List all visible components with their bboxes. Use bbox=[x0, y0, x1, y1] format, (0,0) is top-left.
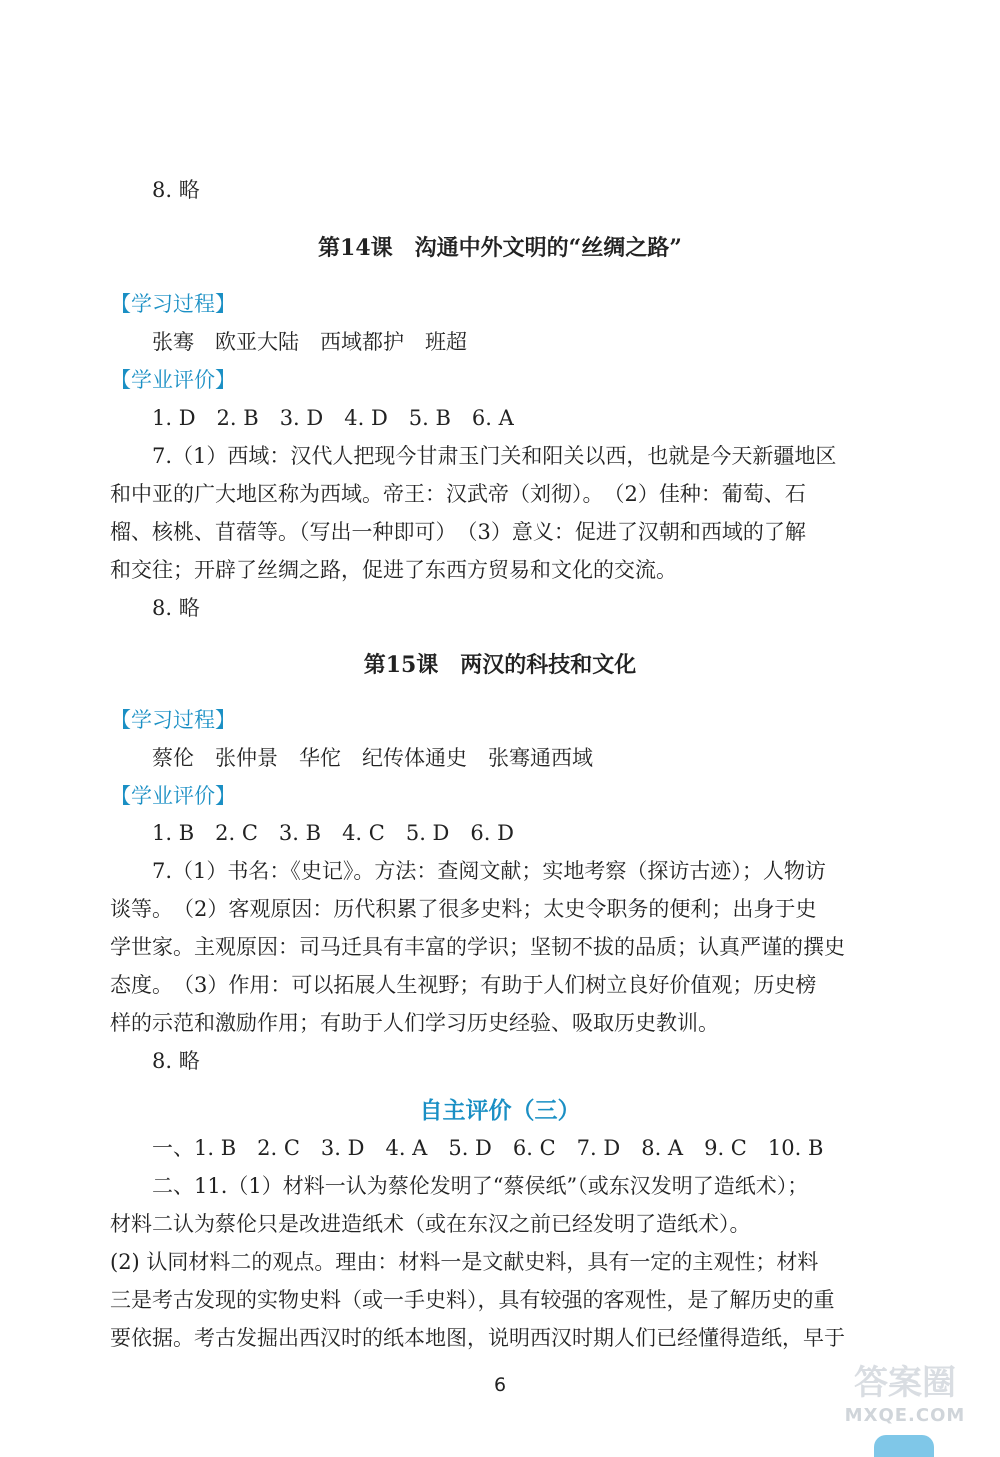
review3-part2-line: 二、11.（1）材料一认为蔡伦发明了“蔡侯纸”（或东汉发明了造纸术）； bbox=[152, 1174, 809, 1198]
watermark-url: MXQE.COM bbox=[844, 1405, 966, 1426]
lesson15-q7-line: 态度。 （3）作用：可以拓展人生视野；有助于人们树立良好价值观；历史榜 bbox=[110, 973, 817, 997]
lesson15-q7-line: 谈等。 （2）客观原因：历代积累了很多史料；太史令职务的便利；出身于史 bbox=[110, 897, 817, 921]
lesson14-title: 第14课 沟通中外文明的“丝绸之路” bbox=[318, 235, 682, 261]
answer-item-8-top: 8. 略 bbox=[152, 178, 200, 202]
lesson14-q8: 8. 略 bbox=[152, 596, 200, 620]
review3-part2-line: (2) 认同材料二的观点。理由：材料一是文献史料，具有一定的主观性；材料 bbox=[110, 1250, 819, 1274]
lesson14-section-process: 【学习过程】 bbox=[110, 292, 236, 316]
page-number: 6 bbox=[493, 1374, 507, 1396]
review3-part2-line: 要依据。考古发掘出西汉时的纸本地图，说明西汉时期人们已经懂得造纸，早于 bbox=[110, 1326, 845, 1350]
lesson15-q7-line: 7.（1）书名：《史记》。方法：查阅文献；实地考察（探访古迹）；人物访 bbox=[152, 859, 826, 883]
lesson14-section-eval: 【学业评价】 bbox=[110, 368, 236, 392]
review3-part2-line: 三是考古发现的实物史料（或一手史料），具有较强的客观性，是了解历史的重 bbox=[110, 1288, 835, 1312]
lesson14-q7-line: 7.（1）西域：汉代人把现今甘肃玉门关和阳关以西，也就是今天新疆地区 bbox=[152, 444, 837, 468]
lesson15-section-eval: 【学业评价】 bbox=[110, 784, 236, 808]
review3-title: 自主评价（三） bbox=[419, 1097, 581, 1124]
review3-part1: 一、1. B 2. C 3. D 4. A 5. D 6. C 7. D 8. A 9. C 10. B bbox=[152, 1136, 824, 1160]
watermark-title: 答案圈 bbox=[854, 1363, 956, 1403]
lesson15-q8: 8. 略 bbox=[152, 1049, 200, 1073]
lesson14-q7-line: 和交往；开辟了丝绸之路，促进了东西方贸易和文化的交流。 bbox=[110, 558, 677, 582]
lesson15-title: 第15课 两汉的科技和文化 bbox=[363, 652, 637, 678]
lesson15-mc-answers: 1. B 2. C 3. B 4. C 5. D 6. D bbox=[152, 821, 514, 845]
lesson14-process-answers: 张骞 欧亚大陆 西域都护 班超 bbox=[152, 330, 467, 354]
lesson15-q7-line: 学世家。主观原因：司马迁具有丰富的学识；坚韧不拔的品质；认真严谨的撰史 bbox=[110, 935, 845, 959]
watermark-logo bbox=[830, 1361, 980, 1441]
lesson15-process-answers: 蔡伦 张仲景 华佗 纪传体通史 张骞通西域 bbox=[152, 746, 593, 770]
lesson14-q7-line: 和中亚的广大地区称为西域。帝王：汉武帝（刘彻）。 （2）佳种：葡萄、石 bbox=[110, 482, 806, 506]
lesson14-q7-line: 榴、核桃、苜蓿等。（写出一种即可） （3）意义：促进了汉朝和西域的了解 bbox=[110, 520, 806, 544]
lesson15-q7-line: 样的示范和激励作用；有助于人们学习历史经验、吸取历史教训。 bbox=[110, 1011, 719, 1035]
lesson15-section-process: 【学习过程】 bbox=[110, 708, 236, 732]
watermark-badge-icon bbox=[874, 1435, 934, 1457]
lesson14-mc-answers: 1. D 2. B 3. D 4. D 5. B 6. A bbox=[152, 406, 514, 430]
review3-part2-line: 材料二认为蔡伦只是改进造纸术（或在东汉之前已经发明了造纸术）。 bbox=[110, 1212, 751, 1236]
